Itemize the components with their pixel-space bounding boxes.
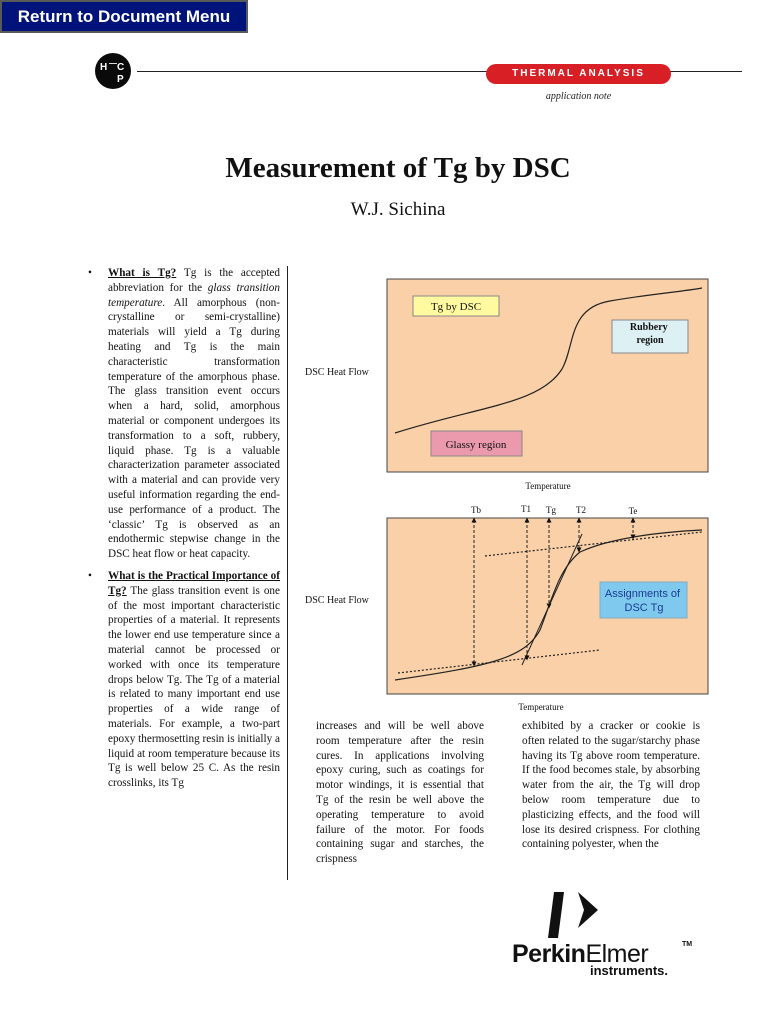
left-column — [88, 266, 280, 798]
wordmark-light: Elmer — [585, 940, 649, 968]
glassy-region-label: Glassy region — [445, 439, 507, 451]
perkinelmer-instruments-label: instruments. — [590, 963, 669, 978]
page-title: Measurement of Tg by DSC — [225, 152, 571, 184]
marker-label-t1: T1 — [521, 504, 531, 514]
tg-assignments-chart — [300, 500, 720, 718]
middle-column-text: increases and will be well above room temperature after the resin cures. In applications involving epoxy curing, such as coatings for motor windings, it is essential that Tg of the resin be well above the operating temperature to avoid failure of the motor. For foods containing sugar and starches, the crispness — [316, 720, 484, 866]
right-column-text: exhibited by a cracker or cookie is often related to the sugar/starchy phase having its Tg above room temperature. If the food becomes stale, by absorbing water from the air, the Tg will drop below room temperature due to plasticizing effects, and the food will lose its desired crispness. For clothing containing polyester, when the — [522, 720, 700, 851]
tg-by-dsc-label: Tg by DSC — [430, 301, 482, 313]
paragraph-practical-importance — [88, 569, 280, 791]
marker-label-te: Te — [628, 506, 638, 516]
logo-dash: — — [109, 59, 117, 68]
paragraph-what-is-tg — [88, 266, 280, 562]
return-to-document-menu-button[interactable]: Return to Document Menu — [0, 0, 248, 33]
logo-letter-c: C — [117, 62, 125, 73]
rubbery-region-label-line2: region — [636, 335, 664, 346]
paragraph-text: . All amorphous (non-crystalline or semi-crystalline) materials will yield a Tg during heating and Tg is the main characteristic transformation temperature of the amorphous phase. The glass transition event occurs when a hard, solid, amorphous material or component undergoes its transformation to a soft, rubbery, liquid phase. Tg is a valuable characterization parameter associated with a material and can provide very useful information regarding the end-use performance of a product. The ‘classic’ Tg is observed as an endothermic stepwise change in the DSC heat flow or heat capacity. — [108, 296, 280, 561]
thermal-analysis-banner: THERMAL ANALYSIS — [486, 64, 671, 84]
paragraph-text: The glass transition event is one of the most important characteristic properties of a material. It represents the lower end use temperature since a material cannot be processed or worked with once its temperature drops below Tg. The Tg of a material is related to many important end use properties of a wide range of materials. For example, a two-part epoxy thermosetting resin is initially a liquid at room temperature because its Tg is well below 25 C. As the resin crosslinks, its Tg — [108, 584, 280, 790]
paragraph-text: Tg is the accepted abbreviation for the — [108, 267, 280, 294]
bullet: • — [88, 267, 92, 279]
assignments-label-line1: Assignments of — [604, 588, 681, 600]
perkinelmer-logo-mark — [548, 888, 612, 942]
rubbery-region-label-line1: Rubbery — [629, 322, 668, 333]
wordmark-bold: Perkin — [512, 940, 586, 968]
tg-dsc-chart — [300, 276, 720, 494]
trademark-symbol: TM — [682, 941, 693, 948]
y-axis-label: DSC Heat Flow — [305, 595, 369, 606]
question-what-is-tg: What is Tg? — [108, 267, 177, 279]
application-note-label: application note — [545, 91, 612, 102]
marker-label-tg: Tg — [546, 505, 556, 515]
bullet: • — [88, 569, 92, 582]
marker-label-t2: T2 — [576, 505, 586, 515]
logo-letter-p: P — [117, 74, 124, 85]
column-divider — [287, 266, 288, 880]
logo-letter-h: H — [100, 62, 108, 73]
x-axis-label: Temperature — [518, 702, 564, 712]
x-axis-label: Temperature — [525, 481, 571, 491]
y-axis-label: DSC Heat Flow — [305, 367, 369, 378]
italic-term: glass transition temperature — [108, 281, 280, 309]
marker-label-tb: Tb — [471, 505, 481, 515]
question-practical-importance: What is the Practical Importance of Tg? — [108, 569, 280, 597]
assignments-label-line2: DSC Tg — [624, 602, 664, 614]
hcp-logo — [95, 53, 131, 89]
author: W.J. Sichina — [350, 199, 446, 220]
